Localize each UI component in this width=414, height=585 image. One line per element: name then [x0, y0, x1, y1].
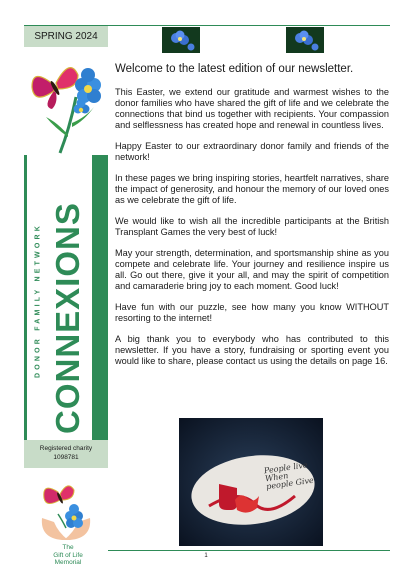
article-heading: Welcome to the latest edition of our newsletter. — [115, 63, 354, 75]
header-rule — [108, 25, 390, 26]
sidebar-stripe — [92, 155, 108, 440]
memorial-caption-line: Gift of Life — [53, 551, 83, 559]
sidebar-stripe-left — [24, 155, 27, 440]
charity-number: 1098781 — [53, 454, 79, 461]
article-paragraph: A big thank you to everybody who has contributed to this newsletter. If you have a story, fundraising or sporting event you would like to share, please contact us using the details on page 16. — [115, 334, 389, 366]
season-label: SPRING 2024 — [24, 25, 108, 47]
article-paragraph: We would like to wish all the incredible participants at the British Transplant Games the very best of luck! — [115, 216, 389, 237]
charity-label: Registered charity — [39, 445, 93, 452]
charity-info — [24, 440, 108, 468]
page-number: 1 — [204, 553, 208, 559]
welcome-article — [115, 63, 389, 377]
memorial-caption-line: The — [62, 544, 74, 551]
flower-photo-left — [162, 27, 200, 53]
network-label: DONOR FAMILY NETWORK — [34, 222, 42, 378]
flower-photo-right — [286, 27, 324, 53]
butterfly-flower-illustration — [24, 47, 108, 155]
footer-rule — [108, 550, 390, 551]
memorial-caption — [28, 544, 108, 567]
article-paragraph: This Easter, we extend our gratitude and warmest wishes to the donor families who have shared the gift of life and we celebrate the connections that bind us together with recipients. Your compassion and selflessness has created hope and renewal in countless lives. — [115, 87, 389, 130]
newsletter-title: CONNEXIONS — [49, 202, 86, 434]
painted-stone-photo — [179, 418, 323, 546]
stone-inscription: People live When people Give — [263, 460, 315, 492]
memorial-caption-line: Memorial — [54, 559, 82, 566]
article-paragraph: In these pages we bring inspiring stories, heartfelt narratives, share the impact of generosity, and honour the memory of our loved ones as we celebrate the gift of life. — [115, 173, 389, 205]
article-paragraph: Happy Easter to our extraordinary donor family and friends of the network! — [115, 141, 389, 162]
article-paragraph: Have fun with our puzzle, see how many you know WITHOUT resorting to the internet! — [115, 302, 389, 323]
article-paragraph: May your strength, determination, and sportsmanship shine as you compete and celebrate life. Your journey and resilience inspire us all. Go out there, give it your all, and may the spirit of competition and camaraderie bring joy to each moment. Good luck! — [115, 248, 389, 291]
